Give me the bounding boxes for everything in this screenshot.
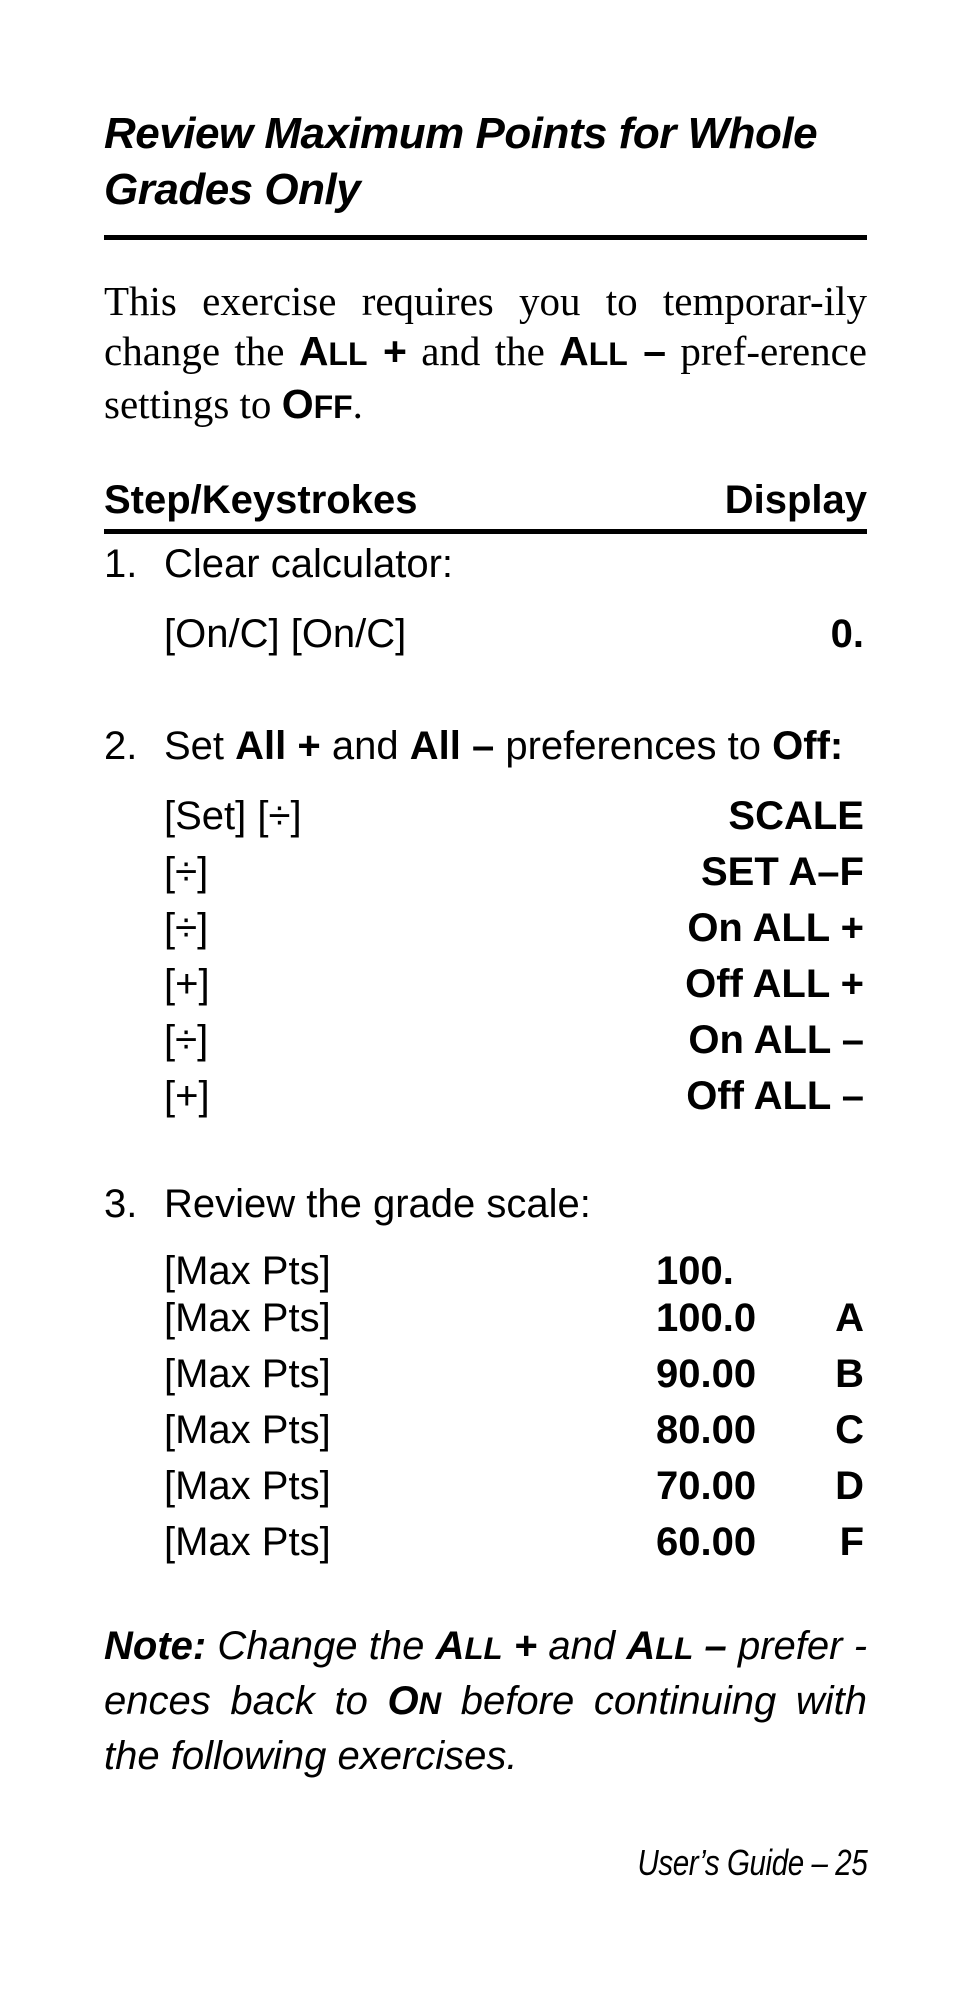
step-number: 3. [104, 1182, 138, 1226]
on-keyword: ON [387, 1679, 442, 1723]
display-value: SET A–F [701, 850, 864, 894]
all-plus-keyword: ALL + [298, 328, 407, 374]
display-value: On ALL – [688, 1018, 864, 1062]
display-value: SCALE [728, 794, 864, 838]
all-minus-keyword: ALL – [626, 1624, 727, 1668]
keystrokes: [Set] [÷] [164, 794, 302, 838]
intro-text-1: This exercise requires you to temporar-ily change the [104, 278, 867, 374]
step-label: Set All + and All – preferences to Off: [164, 724, 844, 768]
keystrokes: [+] [164, 962, 210, 1006]
keystrokes: [÷] [164, 906, 209, 950]
keystrokes: [÷] [164, 1018, 209, 1062]
step-number: 1. [104, 542, 138, 586]
all-plus-keyword: ALL + [435, 1624, 538, 1668]
header-step-keystrokes: Step/Keystrokes [104, 478, 418, 522]
max-points-value: 100.0 [656, 1296, 757, 1340]
intro-text-2: and the [406, 328, 560, 374]
header-display: Display [724, 478, 867, 522]
max-points-value: 80.00 [656, 1408, 757, 1452]
all-minus-keyword: ALL – [559, 328, 667, 374]
grade-letter: C [835, 1408, 864, 1452]
display-value: 0. [830, 612, 864, 656]
keystrokes: [Max Pts] [164, 1352, 331, 1396]
page-title: Review Maximum Points for Whole Grades Only [104, 109, 818, 214]
display-value: On ALL + [687, 906, 864, 950]
keystrokes: [Max Pts] [164, 1408, 331, 1452]
max-points-value: 90.00 [656, 1352, 757, 1396]
keystrokes: [Max Pts] [164, 1464, 331, 1508]
intro-text-4: . [352, 381, 363, 427]
grade-letter: B [835, 1352, 864, 1396]
step-label: Review the grade scale: [164, 1182, 591, 1226]
intro-paragraph [104, 276, 867, 432]
note-label: Note: [104, 1624, 207, 1668]
keystrokes: [Max Pts] [164, 1249, 331, 1293]
max-points-value: 60.00 [656, 1520, 757, 1564]
display-value: Off ALL + [685, 962, 864, 1006]
keystrokes: [Max Pts] [164, 1520, 331, 1564]
header-divider [104, 529, 867, 534]
page-footer: User’s Guide – 25 [637, 1842, 867, 1883]
max-points-value: 100. [656, 1249, 734, 1293]
grade-letter: A [835, 1296, 864, 1340]
max-points-value: 70.00 [656, 1464, 757, 1508]
display-value: Off ALL – [686, 1074, 864, 1118]
grade-letter: D [835, 1464, 864, 1508]
keystrokes: [On/C] [On/C] [164, 612, 407, 656]
grade-letter: F [839, 1520, 864, 1564]
keystrokes: [÷] [164, 850, 209, 894]
note-paragraph: Note: Change the ALL + and ALL – prefer - ences back to ON before continuing with the following exercises. [104, 1624, 868, 1778]
keystrokes: [Max Pts] [164, 1296, 331, 1340]
step-label: Clear calculator: [164, 542, 454, 586]
title-divider [104, 235, 867, 240]
step-number: 2. [104, 724, 138, 768]
table-header [104, 472, 867, 528]
off-keyword: OFF [281, 381, 353, 427]
keystrokes: [+] [164, 1074, 210, 1118]
intro-text-3: pref-erence settings to [104, 328, 867, 427]
